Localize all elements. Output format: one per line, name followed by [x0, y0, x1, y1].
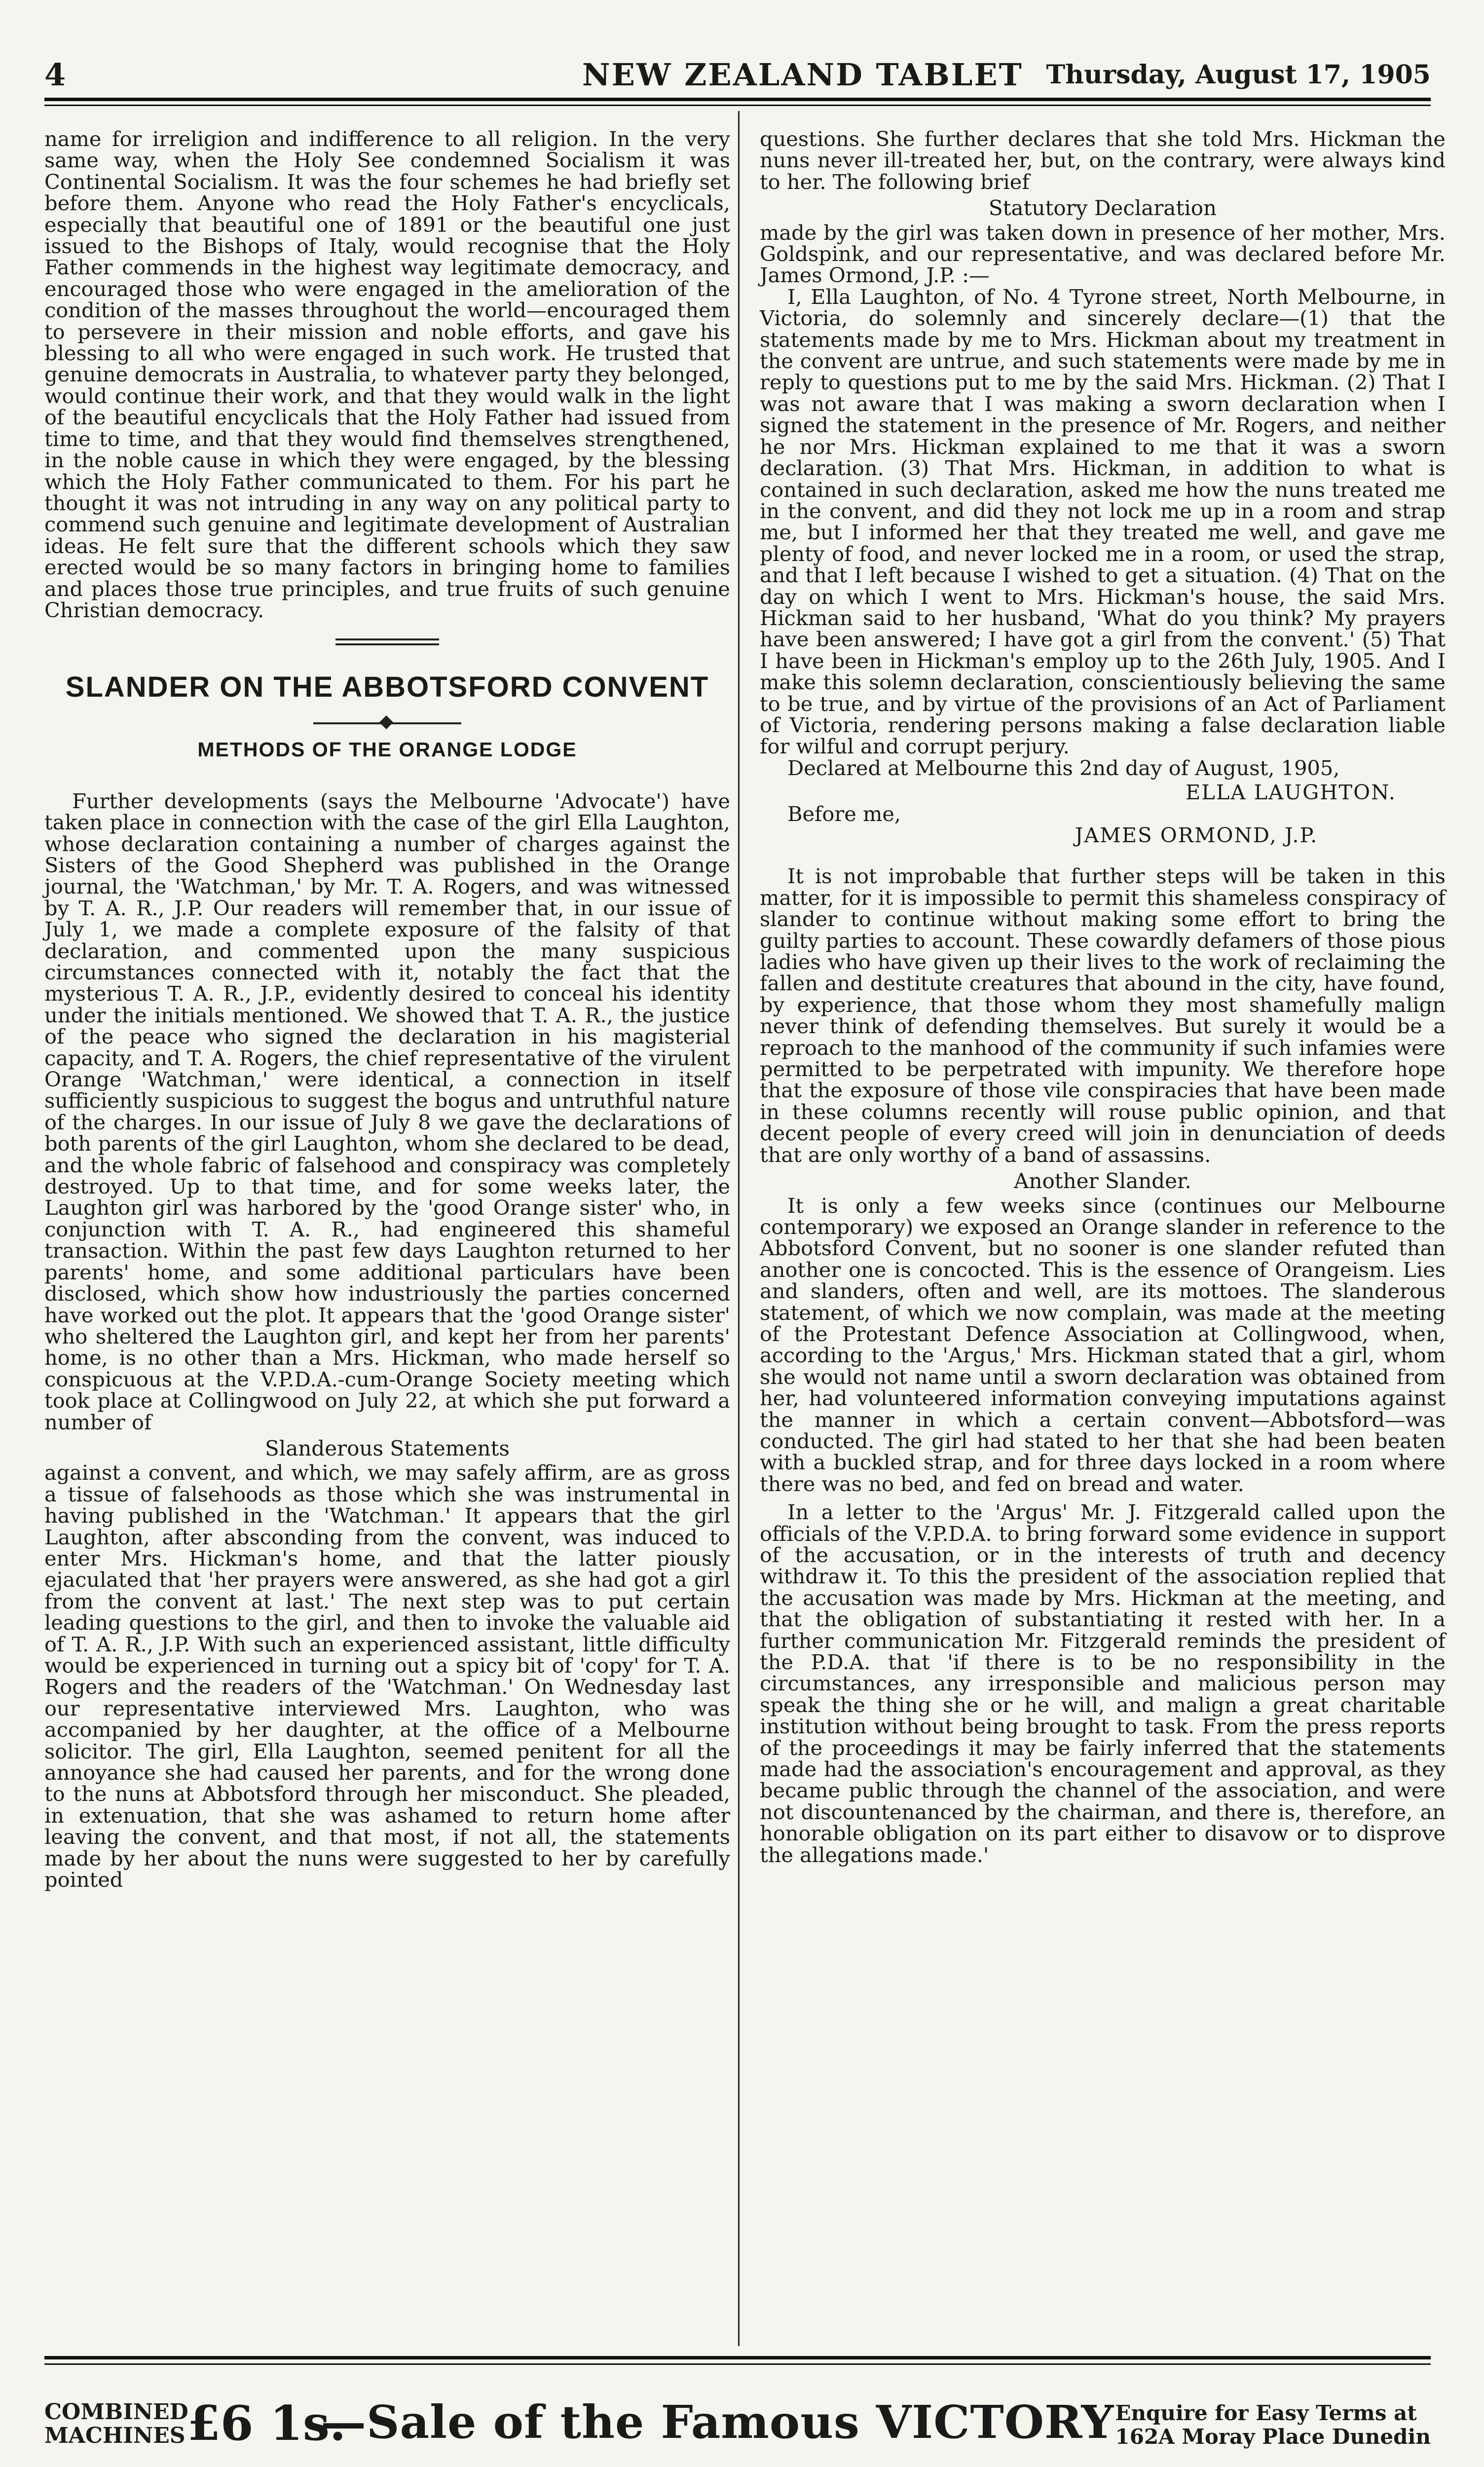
- column-divider: [738, 111, 740, 2346]
- section-divider: [335, 643, 439, 645]
- issue-date: Thursday, August 17, 1905: [1046, 60, 1431, 90]
- declaration-text: I, Ella Laughton, of No. 4 Tyrone street, North Melbourne, in Victoria, do solemnly and sincerely declare—(1) that the statements made by me to Mrs. Hickman about my treatment in the convent are untrue, and such statements were made by me in reply to questions put to me by the said Mrs. Hickman. (2) That I was not aware that I was making a sworn declaration when I signed the statement in the presence of Mr. Rogers, and neither he nor Mrs. Hickman explained to me that it was a sworn declaration. (3) That Mrs. Hickman, in addition to what is contained in such declaration, asked me how the nuns treated me in the convent, and did they not lock me up in a room and strap me, but I informed her that they treated me well, and gave me plenty of food, and never locked me in a room, or used the strap, and that I left because I wished to get a situation. (4) That on the day on which I went to Mrs. Hickman's house, the said Mrs. Hickman said to her husband, 'What do you think? My prayers have been answered; I have got a girl from the convent.' (5) That I have been in Hickman's employ up to the 26th July, 1905. And I make this solemn declaration, conscientiously believing the same to be true, and by virtue of the provisions of an Act of Parliament of Victoria, rendering persons making a false declaration liable for wilful and corrupt perjury.: [760, 284, 1446, 759]
- before-me: Before me,: [787, 801, 901, 826]
- article-paragraph: questions. She further declares that she told Mrs. Hickman the nuns never ill-treated her, but, on the contrary, were always kind to her. The following brief: [760, 127, 1446, 194]
- ad-address-line: 162A Moray Place Dunedin: [1115, 2425, 1431, 2449]
- article-paragraph: In a letter to the 'Argus' Mr. J. Fitzgerald called upon the officials of the V.P.D.A. to bring forward some evidence in support of the accusation, or in the interests of truth and decency withdraw it. To this the president of the association replied that the accusation was made by Mrs. Hickman at the meeting, and that the obligation of substantiating it rested with her. In a further communication Mr. Fitzgerald reminds the president of the P.D.A. that 'if there is to be no responsibility in the circumstances, any irresponsible and malicious person may speak the thing she or he will, and malign a great charitable institution without being brought to task. From the press reports of the proceedings it may be fairly inferred that the statements made had the association's encouragement and approval, as they became public through the channel of the association, and were not discountenanced by the chairman, and there is, therefore, an honorable obligation on its part either to disavow or to disprove the allegations made.': [760, 1500, 1446, 1867]
- advertisement: [44, 2395, 1431, 2467]
- section-heading: Another Slander.: [1014, 1169, 1191, 1194]
- article-paragraph: It is only a few weeks since (continues our Melbourne contemporary) we exposed an Orange slander in reference to the Abbotsford Convent, but no sooner is one slander refuted than another one is concocted. This is the essence of Orangeism. Lies and slanders, often and well, are its mottoes. The slanderous statement, of which we now complain, was made at the meeting of the Protestant Defence Association at Collingwood, when, according to the 'Argus,' Mrs. Hickman stated that a girl, whom she would not name until a sworn declaration was obtained from her, had volunteered information conveying imputations against the manner in which a certain convent—Abbotsford—was conducted. The girl had stated to her that she had been beaten with a buckled strap, and for three days locked in a room where there was no bed, and fed on bread and water.: [760, 1193, 1446, 1496]
- headline-ornament: [313, 722, 461, 724]
- footer-rule: [44, 2356, 1431, 2359]
- right-column: [760, 128, 1446, 1866]
- section-heading: Statutory Declaration: [988, 196, 1217, 221]
- ad-price: £6 1s.: [187, 2395, 346, 2451]
- diamond-ornament-icon: [379, 715, 393, 729]
- justice-name: JAMES ORMOND, J.P.: [1075, 823, 1318, 847]
- ad-headline: —Sale of the Famous VICTORY: [321, 2395, 1114, 2449]
- section-heading: Slanderous Statements: [265, 1436, 510, 1460]
- declared-line: Declared at Melbourne this 2nd day of August, 1905,: [787, 755, 1340, 780]
- ad-enquire-line: Enquire for Easy Terms at: [1115, 2401, 1417, 2425]
- article-subheadline: METHODS OF THE ORANGE LODGE: [197, 738, 577, 761]
- article-paragraph: against a convent, and which, we may safely affirm, are as gross a tissue of falsehoods as those which she was instrumental in having published in the 'Watchman.' It appears that the girl Laughton, after absconding from the convent, was induced to enter Mrs. Hickman's home, and that the latter piously ejaculated that 'her prayers were answered, as she had got a girl from the convent at last.' The next step was to put certain leading questions to the girl, and then to invoke the valuable aid of T. A. R., J.P. With such an experienced assistant, little difficulty would be experienced in turning out a spicy bit of 'copy' for T. A. Rogers and the readers of the 'Watchman.' On Wednesday last our representative interviewed Mrs. Laughton, who was accompanied by her daughter, at the office of a Melbourne solicitor. The girl, Ella Laughton, seemed penitent for all the annoyance she had caused her parents, and for the wrong done to the nuns at Abbotsford through her misconduct. She pleaded, in extenuation, that she was ashamed to return home after leaving the convent, and that most, if not all, the statements made by her about the nuns were suggested to her by carefully pointed: [44, 1460, 730, 1892]
- ad-enquire: [1115, 2401, 1431, 2449]
- masthead: [44, 57, 1431, 96]
- masthead-rule-thin: [44, 105, 1431, 106]
- page-number: 4: [44, 57, 66, 93]
- masthead-rule: [44, 98, 1431, 101]
- article-paragraph: It is not improbable that further steps will be taken in this matter, for it is impossible to permit this shameless conspiracy of slander to continue without making some effort to bring the guilty parties to account. These cowardly defamers of those pious ladies who have given up their lives to the work of reclaiming the fallen and destitute creatures that abound in the city, have found, by experience, that those whom they most shamefully malign never think of defending themselves. But surely it would be a reproach to the manhood of the community if such infamies were permitted to be perpetrated with impunity. We therefore hope that the exposure of those vile conspiracies that have been made in these columns recently will rouse public opinion, and that decent people of every creed will join in denunciation of deeds that are only worthy of a band of assassins.: [760, 864, 1446, 1167]
- publication-title: NEW ZEALAND TABLET: [582, 57, 1023, 93]
- ad-combined-machines: [44, 2400, 188, 2448]
- article-paragraph: made by the girl was taken down in presence of her mother, Mrs. Goldspink, and our representative, and was declared before Mr. James Ormond, J.P. :—: [760, 220, 1446, 288]
- signatory-name: ELLA LAUGHTON.: [1186, 780, 1396, 805]
- footer-rule-thin: [44, 2363, 1431, 2365]
- left-column: [44, 128, 730, 1890]
- article-headline: SLANDER ON THE ABBOTSFORD CONVENT: [65, 671, 709, 704]
- article-paragraph: Further developments (says the Melbourne 'Advocate') have taken place in connection with the case of the girl Ella Laughton, whose declaration containing a number of charges against the Sisters of the Good Shepherd was published in the Orange journal, the 'Watchman,' by Mr. T. A. Rogers, and was witnessed by T. A. R., J.P. Our readers will remember that, in our issue of July 1, we made a complete exposure of the falsity of that declaration, and commented upon the many suspicious circumstances connected with it, notably the fact that the mysterious T. A. R., J.P., evidently desired to conceal his identity under the initials mentioned. We showed that T. A. R., the justice of the peace who signed the declaration in his magisterial capacity, and T. A. Rogers, the chief representative of the virulent Orange 'Watchman,' were identical, a connection in itself sufficiently suspicious to suggest the bogus and untruthful nature of the charges. In our issue of July 8 we gave the declarations of both parents of the girl Laughton, whom she declared to be dead, and the whole fabric of falsehood and conspiracy was completely destroyed. Up to that time, and for some weeks later, the Laughton girl was harbored by the 'good Orange sister' who, in conjunction with T. A. R., had engineered this shameful transaction. Within the past few days Laughton returned to her parents' home, and some additional particulars have been disclosed, which show how industriously the parties concerned have worked out the plot. It appears that the 'good Orange sister' who sheltered the Laughton girl, and kept her from her parents' home, is no other than a Mrs. Hickman, who made herself so conspicuous at the V.P.D.A.-cum-Orange Society meeting which took place at Collingwood on July 22, at which she put forward a number of: [44, 788, 730, 1434]
- section-divider: [335, 638, 439, 640]
- ad-combined-line: COMBINED: [44, 2399, 188, 2425]
- continued-paragraph: name for irreligion and indifference to all religion. In the very same way, when the Holy See condemned Socialism it was Continental Socialism. It was the four schemes he had briefly set before them. Anyone who read the Holy Father's encyclicals, especially that beautiful one of 1891 or the beautiful one just issued to the Bishops of Italy, would recognise that the Holy Father commends in the highest way legitimate democracy, and encouraged those who were engaged in the amelioration of the condition of the masses throughout the world—encouraged them to persevere in their mission and noble efforts, and gave his blessing to all who were engaged in such work. He trusted that genuine democrats in Australia, to whatever party they belonged, would continue their work, and that they would walk in the light of the beautiful encyclicals that the Holy Father had issued from time to time, and that they would find themselves strengthened, in the noble cause in which they were engaged, by the blessing which the Holy Father communicated to them. For his part he thought it was not intruding in any way on any political party to commend such genuine and legitimate development of Australian ideas. He felt sure that the different schools which they saw erected would be so many factors in bringing home to families and places those true principles, and true fruits of such genuine Christian democracy.: [44, 127, 730, 622]
- ad-machines-line: MACHINES: [44, 2423, 186, 2448]
